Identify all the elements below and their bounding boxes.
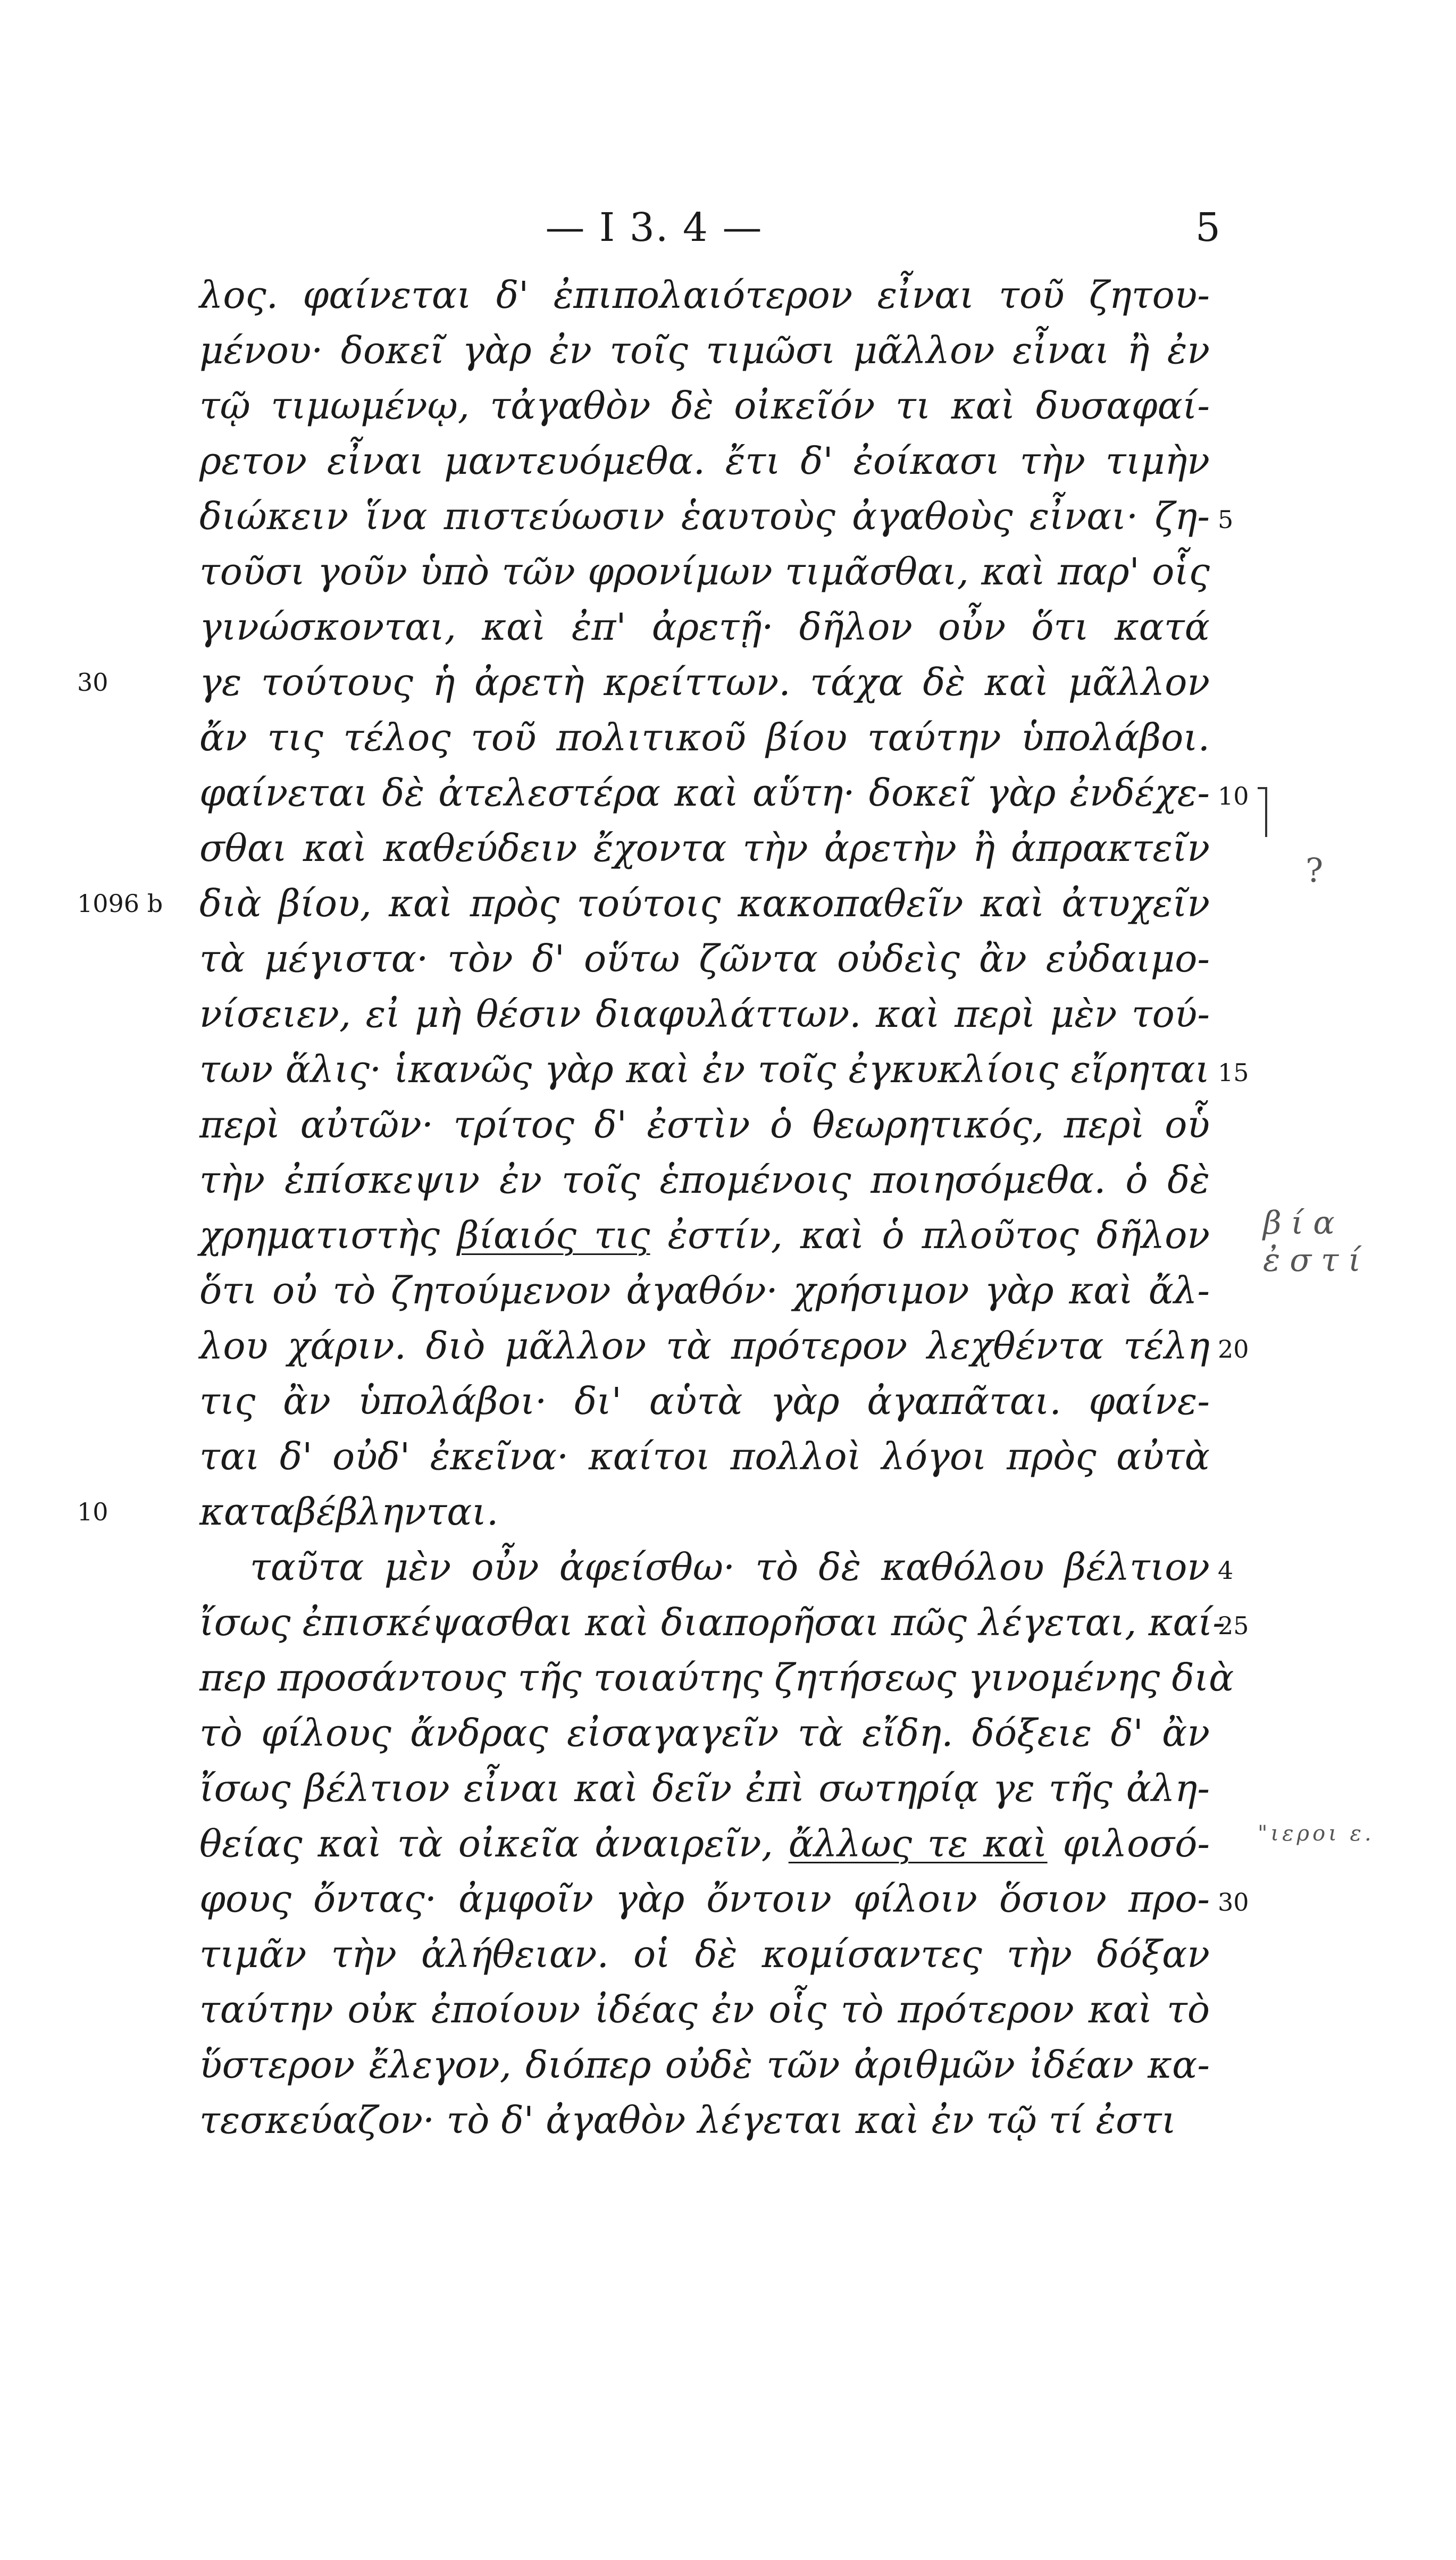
text-line: [0, 269, 1456, 324]
margin-line-number-right: 5: [1218, 505, 1234, 534]
text-line: [0, 1928, 1456, 1983]
line-text: ἴσως ἐπισκέψασθαι καὶ διαπορῆσαι πῶς λέγεται, καί-: [199, 1601, 1225, 1644]
line-text: ὕστερον ἔλεγον, διόπερ οὐδὲ τῶν ἀριθμῶν ἰδέαν κα-: [199, 2043, 1210, 2087]
text-line: [0, 1375, 1456, 1430]
text-line: [0, 1541, 1456, 1596]
text-line: [0, 324, 1456, 379]
text-line: [0, 656, 1456, 711]
line-text: τὸ φίλους ἄνδρας εἰσαγαγεῖν τὰ εἴδη. δόξειε δ' ἂν: [199, 1711, 1210, 1755]
text-line: [0, 877, 1456, 932]
text-line: [0, 1209, 1456, 1264]
text-line: [0, 1264, 1456, 1319]
underlined-phrase: βίαιός τις: [457, 1214, 650, 1257]
line-text: χρηματιστὴς βίαιός τις ἐστίν, καὶ ὁ πλοῦτος δῆλον: [199, 1214, 1210, 1257]
margin-line-number-left: 10: [77, 1497, 108, 1526]
text-line: [0, 1098, 1456, 1153]
line-text: ταύτην οὐκ ἐποίουν ἰδέας ἐν οἷς τὸ πρότερον καὶ τὸ: [199, 1988, 1210, 2031]
text-line: [0, 766, 1456, 822]
line-text: νίσειεν, εἰ μὴ θέσιν διαφυλάττων. καὶ περὶ μὲν τού-: [199, 992, 1210, 1036]
line-text: τιμᾶν τὴν ἀλήθειαν. οἱ δὲ κομίσαντες τὴν δόξαν: [199, 1932, 1210, 1976]
text-line: [0, 711, 1456, 766]
text-line: [0, 490, 1456, 545]
text-line: [0, 2038, 1456, 2094]
line-text: καταβέβληνται.: [199, 1490, 499, 1534]
line-text: περὶ αὐτῶν· τρίτος δ' ἐστὶν ὁ θεωρητικός, περὶ οὗ: [199, 1103, 1210, 1147]
line-text: ται δ' οὐδ' ἐκεῖνα· καίτοι πολλοὶ λόγοι πρὸς αὐτὰ: [199, 1435, 1210, 1478]
text-line: [0, 1651, 1456, 1706]
margin-line-number-right: 20: [1218, 1335, 1249, 1363]
text-line: [0, 1319, 1456, 1375]
margin-question-mark: ?: [1306, 851, 1324, 890]
line-text: φαίνεται δὲ ἀτελεστέρα καὶ αὕτη· δοκεῖ γὰρ ἐνδέχε-: [199, 771, 1210, 815]
line-text: ἴσως βέλτιον εἶναι καὶ δεῖν ἐπὶ σωτηρίᾳ γε τῆς ἀλη-: [199, 1767, 1210, 1810]
text-line: [0, 822, 1456, 877]
text-line: [0, 1762, 1456, 1817]
line-text: διώκειν ἵνα πιστεύωσιν ἑαυτοὺς ἀγαθοὺς εἶναι· ζη-: [199, 495, 1210, 538]
text-line: [0, 988, 1456, 1043]
line-text: τὴν ἐπίσκεψιν ἐν τοῖς ἑπομένοις ποιησόμεθα. ὁ δὲ: [199, 1158, 1210, 1202]
margin-handwritten-note: "ιεροι ε.: [1258, 1821, 1375, 1846]
text-line: [0, 932, 1456, 988]
margin-bracket-mark: [1258, 787, 1267, 837]
line-text: γε τούτους ἡ ἀρετὴ κρείττων. τάχα δὲ καὶ μᾶλλον: [199, 660, 1210, 704]
margin-line-number-right: 25: [1218, 1611, 1249, 1640]
text-line: [0, 1817, 1456, 1872]
text-line: [0, 1430, 1456, 1485]
line-text: λος. φαίνεται δ' ἐπιπολαιότερον εἶναι τοῦ ζητου-: [199, 273, 1210, 317]
line-text: σθαι καὶ καθεύδειν ἔχοντα τὴν ἀρετὴν ἢ ἀπρακτεῖν: [199, 826, 1210, 870]
line-text: λου χάριν. διὸ μᾶλλον τὰ πρότερον λεχθέντα τέλη: [199, 1324, 1210, 1368]
line-text: μένου· δοκεῖ γὰρ ἐν τοῖς τιμῶσι μᾶλλον εἶναι ἢ ἐν: [199, 329, 1210, 372]
line-text: ὅτι οὐ τὸ ζητούμενον ἀγαθόν· χρήσιμον γὰρ καὶ ἄλ-: [199, 1269, 1210, 1312]
line-text: γινώσκονται, καὶ ἐπ' ἀρετῇ· δῆλον οὖν ὅτι κατά: [199, 605, 1210, 649]
line-text: διὰ βίου, καὶ πρὸς τούτοις κακοπαθεῖν καὶ ἀτυχεῖν: [199, 882, 1210, 925]
line-text: τῷ τιμωμένῳ, τἀγαθὸν δὲ οἰκεῖόν τι καὶ δυσαφαί-: [199, 384, 1210, 428]
text-line: [0, 434, 1456, 490]
line-text: τις ἂν ὑπολάβοι· δι' αὑτὰ γὰρ ἀγαπᾶται. φαίνε-: [199, 1379, 1210, 1423]
margin-line-number-left: 30: [77, 668, 108, 697]
line-text: ταῦτα μὲν οὖν ἀφείσθω· τὸ δὲ καθόλου βέλτιον: [250, 1545, 1210, 1589]
underlined-phrase: ἄλλως τε καὶ: [788, 1822, 1048, 1865]
line-text: τεσκεύαζον· τὸ δ' ἀγαθὸν λέγεται καὶ ἐν τῷ τί ἐστι: [199, 2098, 1176, 2142]
text-line: [0, 1043, 1456, 1098]
line-text: τὰ μέγιστα· τὸν δ' οὕτω ζῶντα οὐδεὶς ἂν εὐδαιμο-: [199, 937, 1210, 981]
text-line: [0, 2094, 1456, 2149]
line-text: θείας καὶ τὰ οἰκεῖα ἀναιρεῖν, ἄλλως τε καὶ φιλοσό-: [199, 1822, 1210, 1865]
running-header: — I 3. 4 —: [545, 205, 763, 250]
text-line: [0, 545, 1456, 600]
text-line: [0, 1485, 1456, 1541]
line-text: φους ὄντας· ἀμφοῖν γὰρ ὄντοιν φίλοιν ὅσιον προ-: [199, 1877, 1210, 1921]
line-text: περ προσάντους τῆς τοιαύτης ζητήσεως γινομένης διὰ: [199, 1656, 1234, 1700]
line-text: ρετον εἶναι μαντευόμεθα. ἔτι δ' ἐοίκασι τὴν τιμὴν: [199, 439, 1210, 483]
margin-handwritten-note: βία ἐστί: [1263, 1204, 1370, 1279]
margin-line-number-left: 1096 b: [77, 889, 163, 918]
text-line: [0, 600, 1456, 656]
text-line: [0, 379, 1456, 434]
text-line: [0, 1596, 1456, 1651]
line-text: των ἅλις· ἱκανῶς γὰρ καὶ ἐν τοῖς ἐγκυκλίοις εἴρηται: [199, 1048, 1210, 1091]
line-text: ἄν τις τέλος τοῦ πολιτικοῦ βίου ταύτην ὑπολάβοι.: [199, 716, 1210, 759]
line-text: τοῦσι γοῦν ὑπὸ τῶν φρονίμων τιμᾶσθαι, καὶ παρ' οἷς: [199, 550, 1210, 593]
margin-line-number-right: 4: [1218, 1556, 1234, 1585]
margin-line-number-right: 15: [1218, 1058, 1249, 1087]
text-line: [0, 1983, 1456, 2038]
margin-line-number-right: 10: [1218, 782, 1249, 810]
text-body: [0, 269, 1456, 2149]
text-line: [0, 1706, 1456, 1762]
page-number: 5: [1195, 205, 1220, 250]
text-line: [0, 1872, 1456, 1928]
margin-line-number-right: 30: [1218, 1888, 1249, 1917]
text-line: [0, 1153, 1456, 1209]
